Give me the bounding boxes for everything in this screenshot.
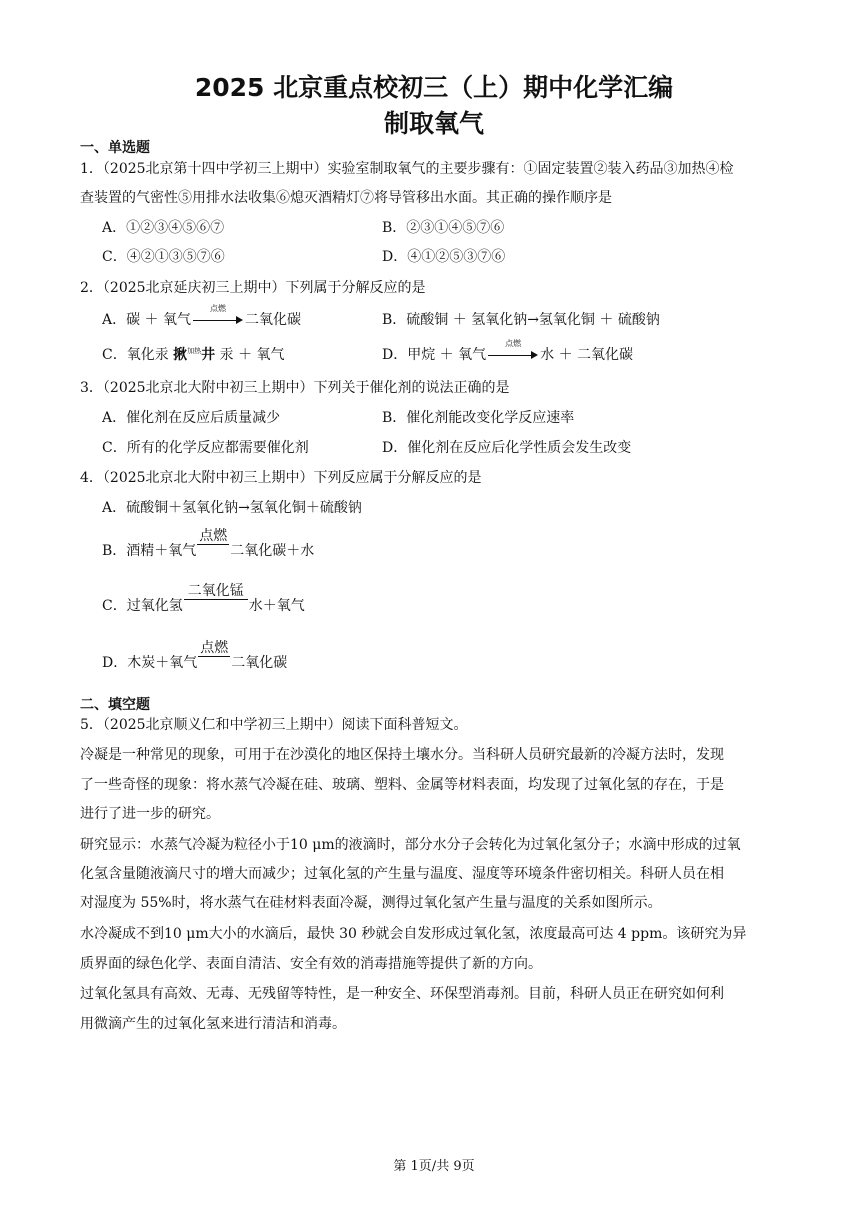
q4-c-reactants: C．过氧化氢 (102, 598, 183, 614)
q4-option-d (102, 638, 287, 672)
q4-b-condition (197, 528, 229, 559)
question-4-stem: 4．（2025北京北大附中初三上期中）下列反应属于分解反应的是 (80, 470, 482, 486)
reaction-condition: 点燃 (505, 339, 522, 348)
reaction-condition: 点燃 (210, 304, 227, 313)
q2-c-products: 汞 ＋ 氧气 (215, 347, 285, 363)
q2-d-reactants: D．甲烷 ＋ 氧气 (382, 347, 487, 363)
question-2-stem: 2．（2025北京延庆初三上期中）下列属于分解反应的是 (80, 280, 426, 296)
q3-option-b: B．催化剂能改变化学反应速率 (382, 410, 575, 426)
question-1-stem-cont: 查装置的气密性⑤用排水法收集⑥熄灭酒精灯⑦将导管移出水面。其正确的操作顺序是 (80, 190, 612, 206)
q4-option-c (102, 581, 305, 615)
passage-line: 了一些奇怪的现象：将水蒸气冷凝在硅、玻璃、塑料、金属等材料表面，均发现了过氧化氢的存在，于是 (80, 777, 724, 793)
q1-option-a: A．①②③④⑤⑥⑦ (102, 220, 225, 236)
question-1-stem: 1．（2025北京第十四中学初三上期中）实验室制取氧气的主要步骤有：①固定装置②装入药品③加热④检 (80, 161, 734, 177)
q4-d-reactants: D．木炭＋氧气 (102, 655, 198, 671)
page-title: 2025 北京重点校初三（上）期中化学汇编 (194, 73, 674, 102)
q1-option-d: D．④①②⑤③⑦⑥ (382, 249, 506, 265)
q4-option-a: A．硫酸铜＋氢氧化钠→氢氧化铜＋硫酸钠 (102, 500, 362, 516)
question-3-stem: 3．（2025北京北大附中初三上期中）下列关于催化剂的说法正确的是 (80, 380, 510, 396)
passage-line: 冷凝是一种常见的现象，可用于在沙漠化的地区保持土壤水分。当科研人员研究最新的冷凝方法时，发现 (80, 747, 724, 763)
q2-c-reactants: C．氧化汞 (102, 347, 169, 363)
q2-c-condition: 加热 (187, 347, 202, 355)
section-heading-single-choice: 一、单选题 (80, 140, 150, 156)
q4-c-products: 水＋氧气 (248, 598, 305, 614)
q3-option-c: C．所有的化学反应都需要催化剂 (102, 440, 309, 456)
q4-d-condition (198, 640, 230, 671)
q3-option-d: D．催化剂在反应后化学性质会发生改变 (382, 440, 632, 456)
q2-option-d (382, 339, 634, 364)
q4-d-products: 二氧化碳 (231, 655, 288, 671)
reaction-condition: 二氧化锰 (184, 583, 248, 600)
passage-line: 对湿度为 55%时，将水蒸气在硅材料表面冷凝，测得过氧化氢产生量与温度的关系如图所示。 (80, 895, 662, 911)
q4-b-products: 二氧化碳＋水 (230, 543, 315, 559)
q2-option-b: B．硫酸铜 ＋ 氢氧化钠→氢氧化铜 ＋ 硫酸钠 (382, 312, 660, 328)
q2-a-products: 二氧化碳 (245, 312, 302, 328)
passage-line: 研究显示：水蒸气冷凝为粒径小于10 μm的液滴时，部分水分子会转化为过氧化氢分子；水滴中形成的过氧 (80, 837, 741, 853)
reaction-arrow (488, 339, 538, 361)
q4-option-b (102, 526, 314, 560)
passage-line: 水冷凝成不到10 μm大小的水滴后，最快 30 秒就会自发形成过氧化氢，浓度最高可达 4 ppm。该研究为异 (80, 926, 747, 942)
passage-line: 过氧化氢具有高效、无毒、无残留等特性，是一种安全、环保型消毒剂。目前，科研人员正在研究如何利 (80, 986, 724, 1002)
passage-line: 进行了进一步的研究。 (80, 806, 220, 822)
q2-c-garbled-glyph-2: 井 (201, 347, 216, 363)
reaction-condition: 点燃 (200, 639, 229, 656)
page-number: 第 1页/共 9页 (393, 1159, 475, 1174)
passage-line: 化氢含量随液滴尺寸的增大而减少；过氧化氢的产生量与温度、湿度等环境条件密切相关。科研人员在相 (80, 866, 724, 882)
page-subtitle: 制取氧气 (383, 109, 484, 138)
section-heading-fill-in: 二、填空题 (80, 697, 150, 713)
q2-d-products: 水 ＋ 二氧化碳 (540, 347, 634, 363)
reaction-arrow (193, 304, 243, 326)
question-5-stem: 5．（2025北京顺义仁和中学初三上期中）阅读下面科普短文。 (80, 717, 468, 733)
q2-a-reactants: A．碳 ＋ 氧气 (102, 312, 192, 328)
q3-option-a: A．催化剂在反应后质量减少 (102, 410, 281, 426)
q1-option-b: B．②③①④⑤⑦⑥ (382, 220, 505, 236)
q2-option-c (102, 344, 285, 364)
q4-c-condition (184, 583, 248, 614)
q4-b-reactants: B．酒精＋氧气 (102, 543, 197, 559)
passage-line: 用微滴产生的过氧化氢来进行清洁和消毒。 (80, 1016, 346, 1032)
q1-option-c: C．④②①③⑤⑦⑥ (102, 249, 225, 265)
reaction-condition: 点燃 (199, 527, 228, 544)
passage-line: 质界面的绿色化学、表面自清洁、安全有效的消毒措施等提供了新的方向。 (80, 956, 542, 972)
q2-c-garbled-glyph: 揪 (173, 347, 188, 363)
q2-option-a (102, 304, 302, 329)
